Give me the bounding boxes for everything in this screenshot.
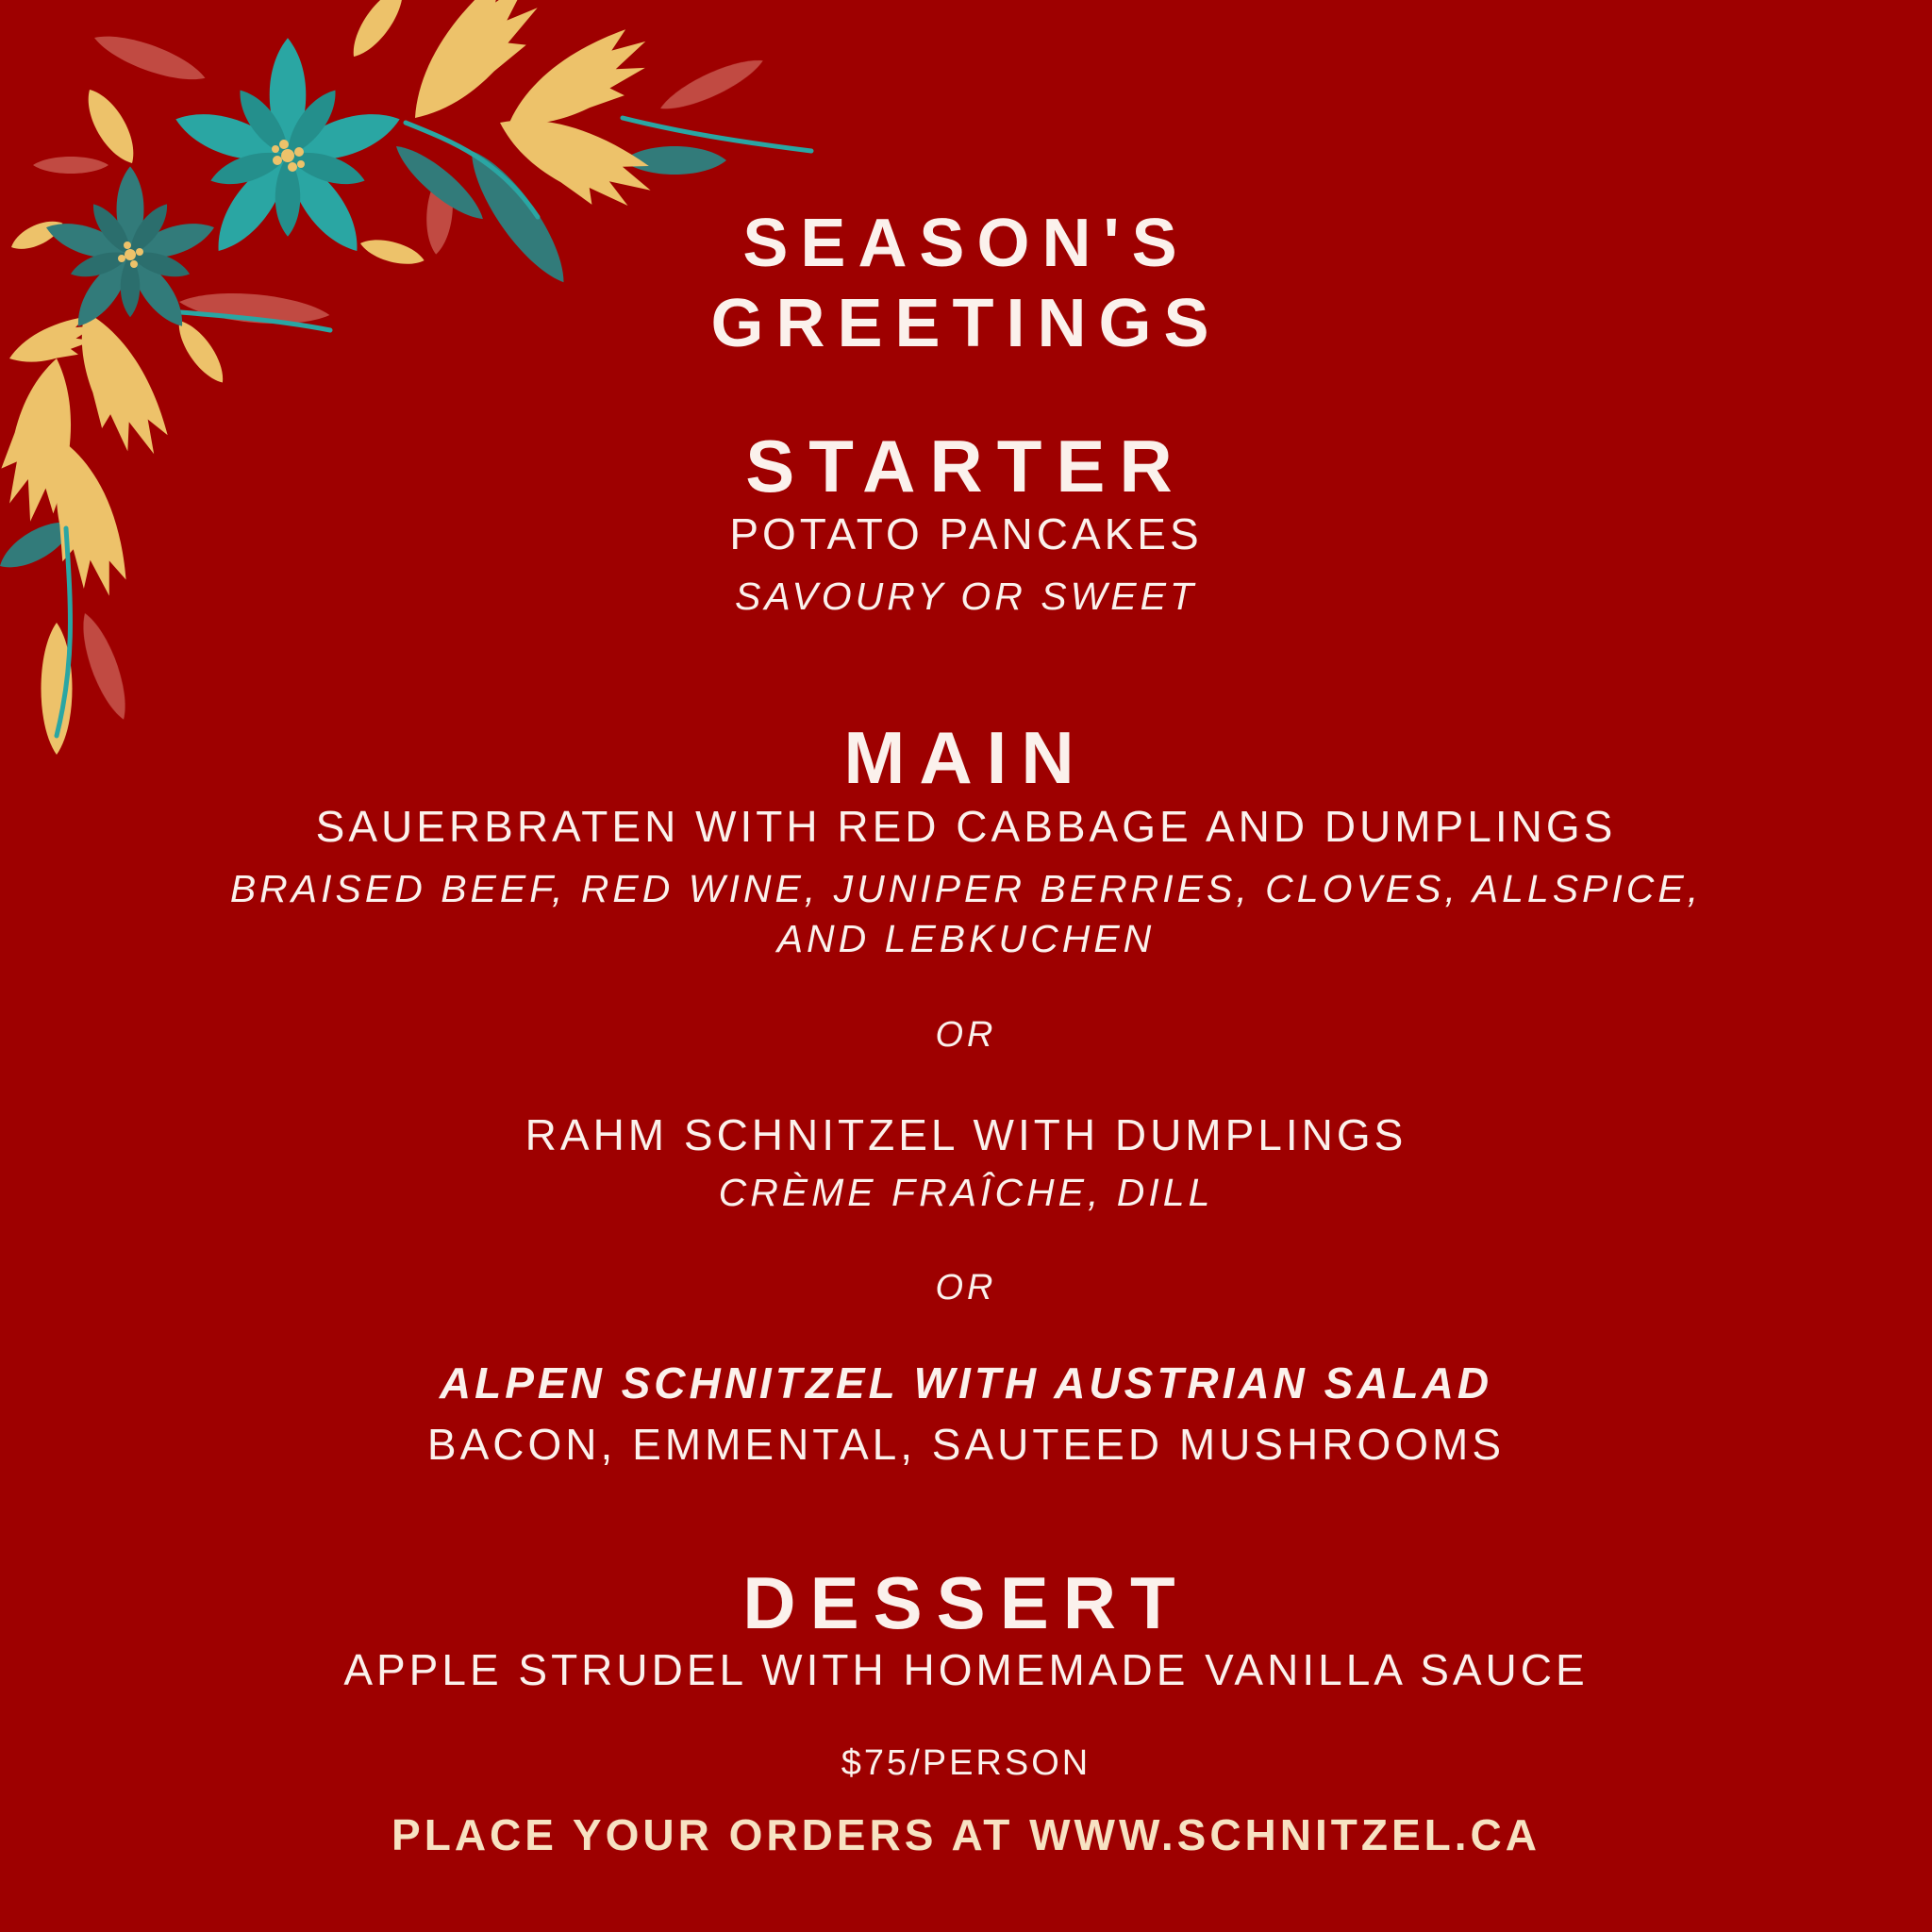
main-heading: MAIN xyxy=(843,716,1089,799)
greeting-line-1: SEASON'S xyxy=(742,206,1190,281)
price: $75/PERSON xyxy=(841,1743,1091,1783)
or-separator-1: OR xyxy=(935,1015,997,1055)
dessert-dish: APPLE STRUDEL WITH HOMEMADE VANILLA SAUCE xyxy=(343,1645,1589,1694)
starter-dish: POTATO PANCAKES xyxy=(729,509,1203,558)
or-separator-2: OR xyxy=(935,1268,997,1307)
main-dish-1: SAUERBRATEN WITH RED CABBAGE AND DUMPLINGS xyxy=(315,802,1617,851)
main-dish-3: ALPEN SCHNITZEL WITH AUSTRIAN SALAD xyxy=(439,1358,1493,1407)
poinsettia-leaves-corner-icon xyxy=(0,0,830,774)
starter-description: SAVOURY OR SWEET xyxy=(734,575,1198,618)
main-dish-2: RAHM SCHNITZEL WITH DUMPLINGS xyxy=(525,1110,1407,1159)
main-dish-1-description-line-2: AND LEBKUCHEN xyxy=(776,917,1156,960)
main-dish-3-description: BACON, EMMENTAL, SAUTEED MUSHROOMS xyxy=(426,1420,1506,1469)
order-call-to-action: PLACE YOUR ORDERS AT WWW.SCHNITZEL.CA xyxy=(391,1810,1541,1859)
main-dish-1-description-line-1: BRAISED BEEF, RED WINE, JUNIPER BERRIES, CLOVES, ALLSPICE, xyxy=(229,867,1703,910)
dessert-heading: DESSERT xyxy=(742,1561,1190,1644)
starter-heading: STARTER xyxy=(745,425,1187,508)
main-dish-2-description: CRÈME FRAÎCHE, DILL xyxy=(718,1171,1214,1214)
greeting-line-2: GREETINGS xyxy=(710,286,1222,361)
